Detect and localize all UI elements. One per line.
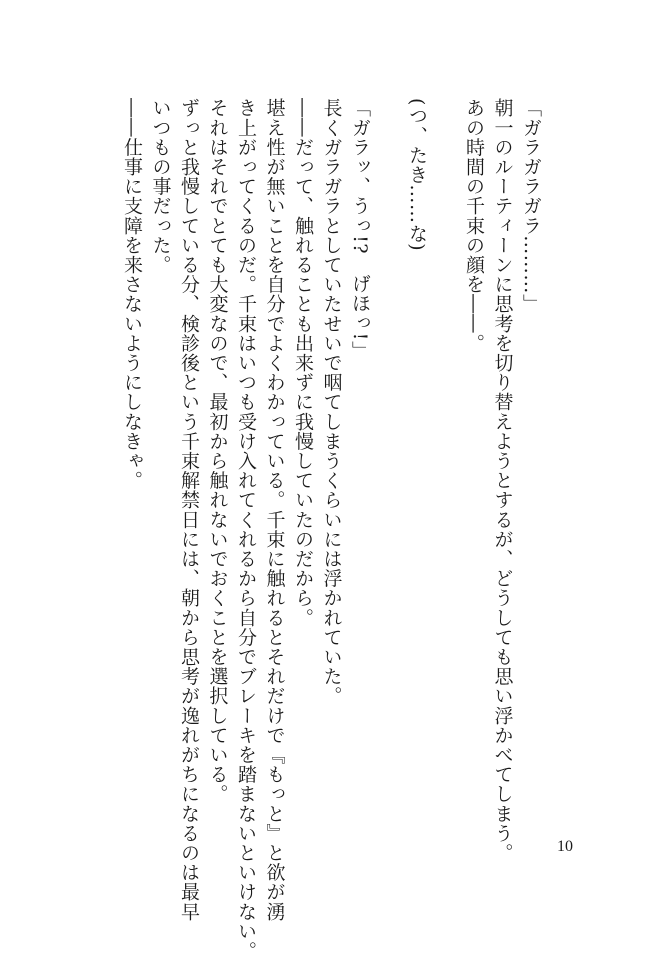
narration-line: それはそれでとても大変なので、最初から触れないでおくことを選択している。 <box>206 98 229 804</box>
vertical-text-body <box>118 98 546 960</box>
narration-line: あの時間の千束の顔を――。 <box>463 98 485 353</box>
narration-line: 朝一のルーティーンに思考を切り替えようとするが、どうしても思い浮かべてしまう。 <box>491 98 514 863</box>
narration-line: ――だって、触れることも出来ずに我慢していたのだから。 <box>292 98 314 628</box>
narration-line: き上がってくるのだ。千束はいつも受け入れてくれるから自分でブレーキを踏まないといけない。 <box>235 98 257 960</box>
dialogue-line: 「ガラッ、うっ!? げほっ!」 <box>349 98 371 361</box>
blank-line <box>374 98 403 818</box>
narration-line: ――仕事に支障を来さないようにしなきゃ。 <box>121 98 143 490</box>
dialogue-line: 「ガラガラガラ………」 <box>520 98 542 314</box>
narration-line: 長くガラガラとしていたせいで咽てしまうくらいには浮かれていた。 <box>320 98 343 706</box>
thought-line: (つ、たき……な) <box>406 98 428 252</box>
page-number: 10 <box>557 838 573 855</box>
narration-line: 堪え性が無いことを自分でよくわかっている。千束に触れるとそれだけで『もっと』と欲が湧 <box>263 98 286 922</box>
narration-line: ずっと我慢している分、検診後という千束解禁日には、朝から思考が逸れがちになるのは最早 <box>178 98 200 922</box>
blank-line <box>431 98 460 818</box>
narration-line: いつもの事だった。 <box>149 98 172 275</box>
